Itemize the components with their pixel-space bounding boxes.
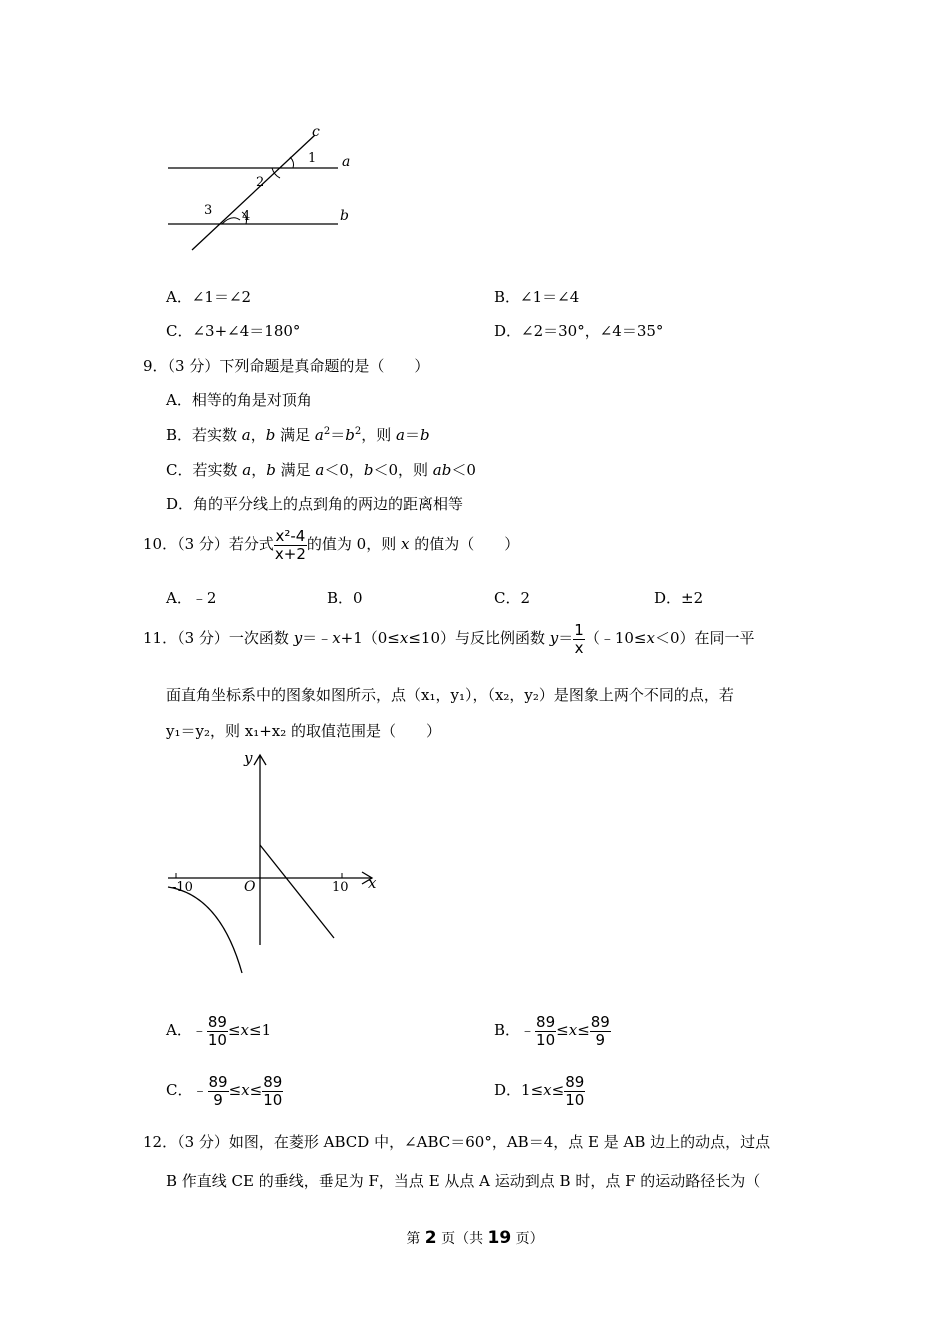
angle-1-label: 1 bbox=[308, 151, 317, 166]
page-number: 2 bbox=[424, 1228, 437, 1248]
page-total: 19 bbox=[487, 1228, 512, 1248]
angle-2-label: 2 bbox=[256, 175, 265, 190]
page-footer: 第 2 页（共 19 页） bbox=[406, 1228, 544, 1248]
q12-line2: B 作直线 CE 的垂线，垂足为 F，当点 E 从点 A 运动到点 B 时，点 F 的运动路径长为（ bbox=[166, 1172, 761, 1190]
q11-fraction: $\frac{1}{x}$ bbox=[574, 621, 584, 657]
q8-option-b: B．∠1＝∠4 bbox=[494, 288, 580, 306]
q8-option-d: D．∠2＝30°，∠4＝35° bbox=[494, 322, 664, 340]
q11-line2: 面直角坐标系中的图象如图所示，点（x₁，y₁），（x₂，y₂）是图象上两个不同的点，若 bbox=[166, 686, 734, 704]
q11-option-a: A．﹣ $\frac{89}{10}$ ≤x≤1 bbox=[166, 1013, 272, 1049]
q12-line1: 12．（3 分）如图，在菱形 ABCD 中，∠ABC＝60°，AB＝4，点 E 是 AB 边上的动点，过点 bbox=[143, 1133, 771, 1151]
angle-4-label: 4 bbox=[242, 209, 251, 224]
q11-line1: 11．（3 分）一次函数 y＝﹣x+1（0≤x≤10）与反比例函数 y＝ $\frac{1}{x}$ （﹣10≤x＜0）在同一平 bbox=[143, 621, 755, 657]
function-graph bbox=[160, 745, 390, 980]
origin-label: O bbox=[244, 879, 256, 895]
q11-option-c: C．﹣ $\frac{89}{9}$ ≤x≤ $\frac{89}{10}$ bbox=[166, 1073, 283, 1109]
q8-option-c: C．∠3+∠4＝180° bbox=[166, 322, 301, 340]
label-c: c bbox=[312, 124, 320, 140]
q8-option-a: A．∠1＝∠2 bbox=[166, 288, 252, 306]
q10-option-a: A．﹣2 bbox=[166, 589, 217, 607]
parallel-lines-figure bbox=[160, 120, 370, 260]
x-axis-label: x bbox=[368, 874, 377, 892]
q9-option-a: A．相等的角是对顶角 bbox=[166, 391, 312, 409]
angle-3-label: 3 bbox=[204, 203, 213, 218]
q10-option-d: D．±2 bbox=[654, 589, 704, 607]
q10-option-c: C．2 bbox=[494, 589, 531, 607]
q11-option-d: D．1≤x≤ $\frac{89}{10}$ bbox=[494, 1073, 585, 1109]
label-a: a bbox=[342, 154, 351, 170]
q10-stem: 10．（3 分）若分式 $\frac{\text{x²-4}}{x+2}$ 的值为 0，则 x 的值为（ ） bbox=[143, 527, 520, 563]
q9-option-c: C．若实数 a，b 满足 a＜0，b＜0，则 ab＜0 bbox=[166, 461, 476, 479]
q10-fraction: $\frac{\text{x²-4}}{x+2}$ bbox=[274, 527, 306, 563]
y-axis-label: y bbox=[244, 749, 253, 767]
q9-option-b: B．若实数 a，b 满足 $a^2=b^2$，则 a＝b bbox=[166, 426, 430, 444]
tick-10-label: 10 bbox=[332, 880, 349, 895]
q11-option-b: B．﹣ $\frac{89}{10}$ ≤x≤ $\frac{89}{9}$ bbox=[494, 1013, 610, 1049]
q11-line3: y₁＝y₂，则 x₁+x₂ 的取值范围是（ ） bbox=[166, 722, 442, 740]
q9-stem: 9．（3 分）下列命题是真命题的是（ ） bbox=[143, 357, 430, 375]
q10-option-b: B．0 bbox=[327, 589, 363, 607]
q9-option-d: D．角的平分线上的点到角的两边的距离相等 bbox=[166, 495, 464, 513]
tick-neg10-label: -10 bbox=[172, 880, 193, 895]
label-b: b bbox=[340, 208, 349, 224]
